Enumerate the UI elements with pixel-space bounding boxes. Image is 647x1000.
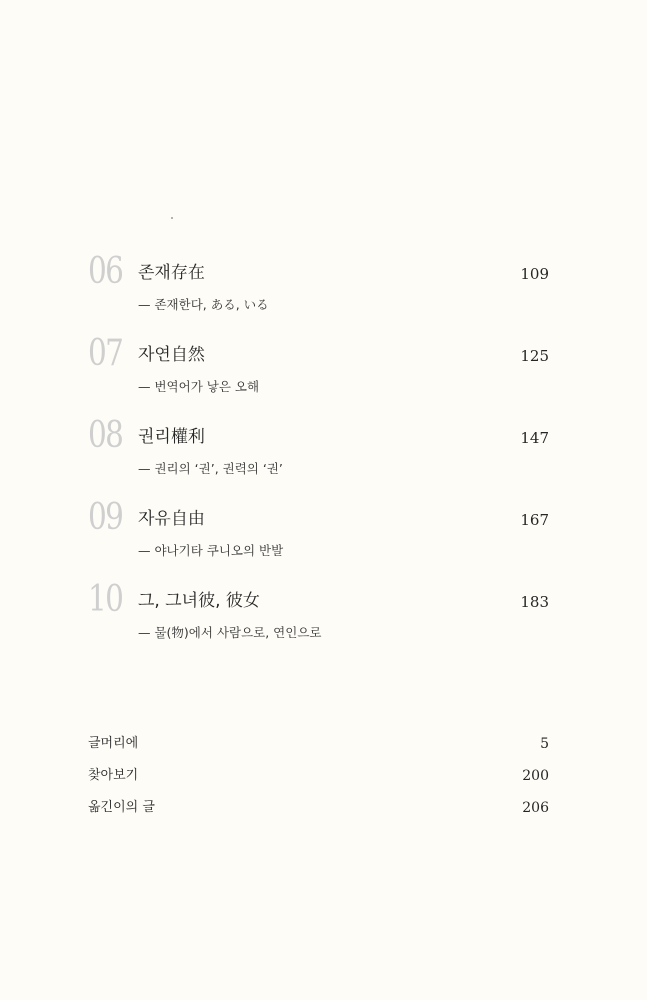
toc-chapter-entry[interactable]	[0, 252, 647, 324]
chapter-page-number: 125	[520, 347, 549, 365]
chapter-title: 자연自然	[138, 345, 205, 365]
toc-back-matter-entry[interactable]	[88, 734, 549, 756]
chapter-subtitle: — 물(物)에서 사람으로, 연인으로	[138, 625, 322, 640]
decorative-dot	[171, 217, 173, 219]
toc-chapter-entry[interactable]	[0, 416, 647, 488]
back-matter-page-number: 5	[540, 736, 549, 752]
chapter-title: 자유自由	[138, 509, 205, 529]
back-matter-label: 옮긴이의 글	[88, 800, 155, 815]
chapter-number: 10	[88, 579, 123, 620]
chapter-number: 09	[88, 497, 123, 538]
chapter-title: 그, 그녀彼, 彼女	[138, 591, 260, 611]
chapter-subtitle: — 존재한다, ある, いる	[138, 297, 269, 312]
chapter-page-number: 109	[520, 265, 549, 283]
back-matter-page-number: 200	[522, 768, 549, 784]
chapter-subtitle: — 번역어가 낳은 오해	[138, 379, 260, 394]
toc-back-matter-entry[interactable]	[88, 766, 549, 788]
toc-chapter-entry[interactable]	[0, 498, 647, 570]
toc-chapter-entry[interactable]	[0, 334, 647, 406]
chapter-number: 07	[88, 333, 123, 374]
toc-chapter-entry[interactable]	[0, 580, 647, 652]
chapter-number: 08	[88, 415, 123, 456]
back-matter-page-number: 206	[522, 800, 549, 816]
back-matter-label: 찾아보기	[88, 768, 139, 783]
chapter-title: 권리權利	[138, 427, 205, 447]
toc-back-matter-entry[interactable]	[88, 798, 549, 820]
chapter-page-number: 167	[520, 511, 549, 529]
chapter-page-number: 183	[520, 593, 549, 611]
chapter-page-number: 147	[520, 429, 549, 447]
chapter-title: 존재存在	[138, 263, 205, 283]
chapter-subtitle: — 야나기타 쿠니오의 반발	[138, 543, 284, 558]
back-matter-label: 글머리에	[88, 736, 139, 751]
chapter-number: 06	[88, 251, 123, 292]
chapter-subtitle: — 권리의 ‘권’, 권력의 ‘권’	[138, 461, 283, 476]
